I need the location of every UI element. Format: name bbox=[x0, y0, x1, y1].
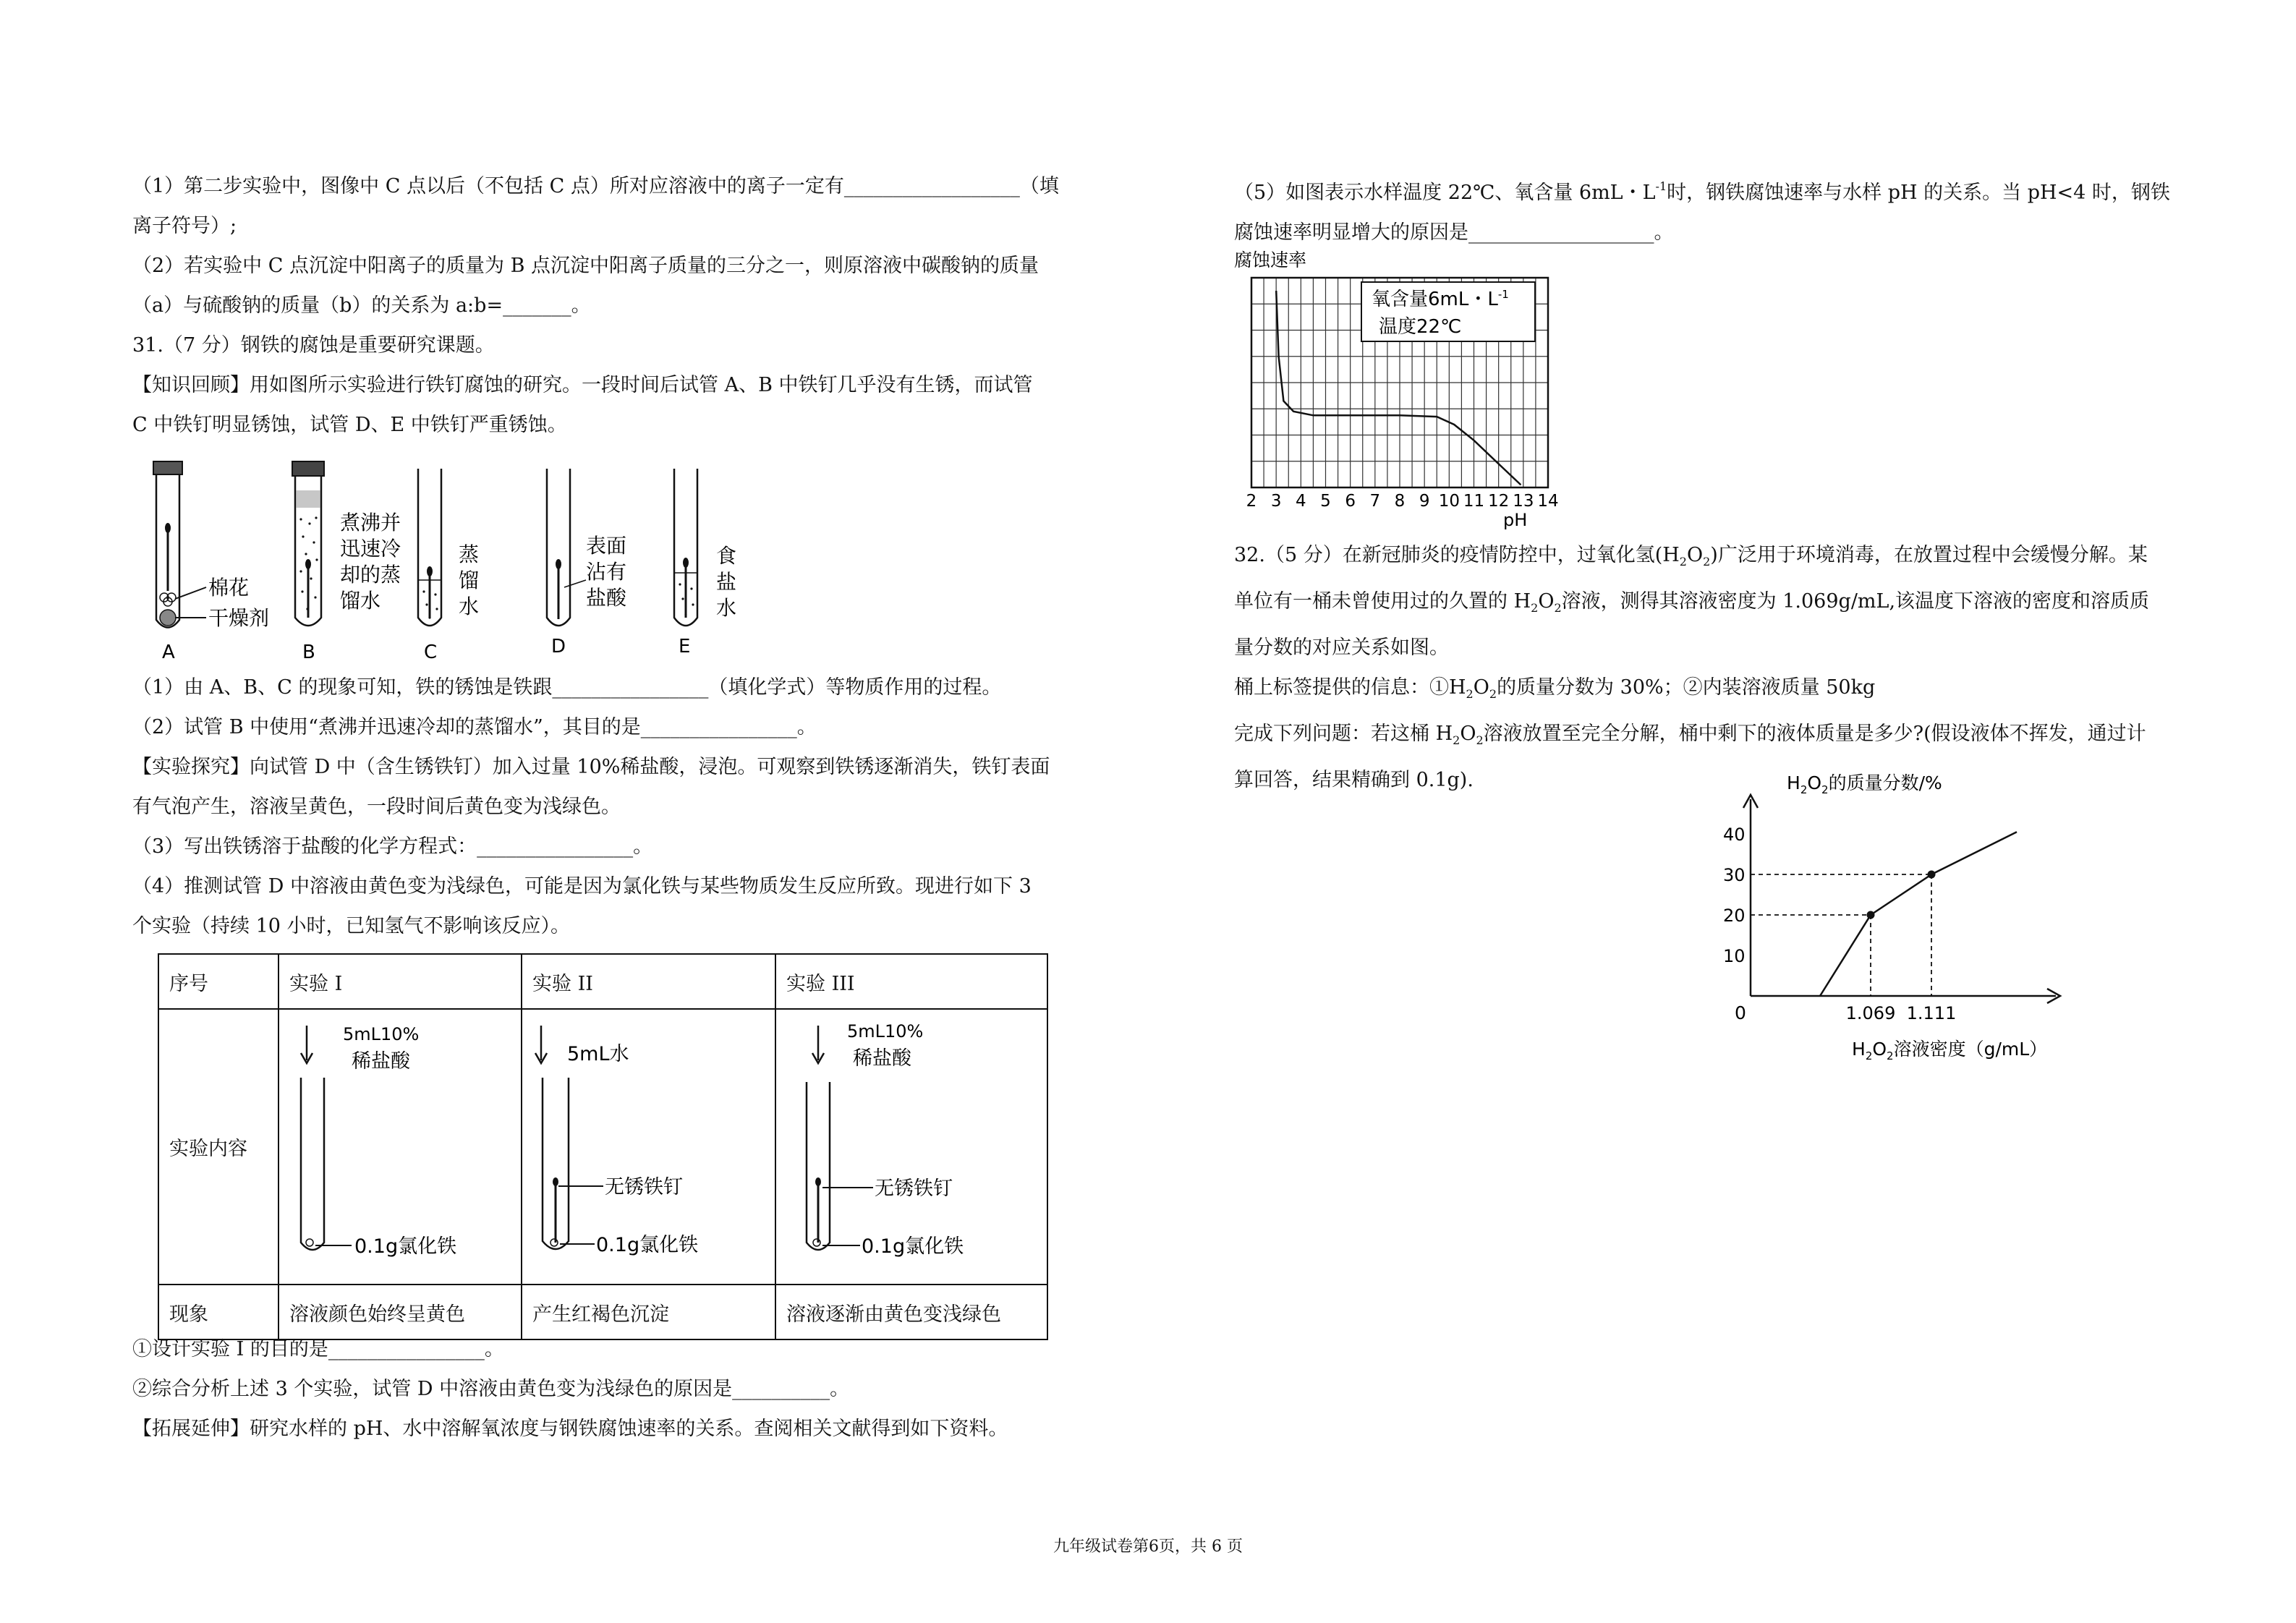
q32-l4a: 桶上标签提供的信息：①H bbox=[1234, 676, 1466, 699]
corrosion-x-tick-label: 7 bbox=[1369, 492, 1381, 511]
corrosion-x-tick-label: 6 bbox=[1345, 492, 1356, 511]
q32-line1 bbox=[1234, 535, 2182, 582]
tube-e-label-3: 水 bbox=[716, 596, 737, 620]
corrosion-x-tick-label: 10 bbox=[1438, 492, 1460, 511]
corrosion-x-tick-label: 5 bbox=[1320, 492, 1331, 511]
h2o2-y-tick-label: 10 bbox=[1723, 946, 1746, 966]
corrosion-x-tick-label: 3 bbox=[1270, 492, 1282, 511]
tube-e bbox=[674, 469, 736, 657]
q32-l2-sub1: 2 bbox=[1531, 601, 1539, 615]
corrosion-x-tick-label: 14 bbox=[1537, 492, 1559, 511]
table-header-row bbox=[158, 954, 1047, 1009]
q31-part2: （2）试管 B 中使用“煮沸并迅速冷却的蒸馏水”，其目的是________________。 bbox=[132, 716, 817, 738]
exp3-reagent-1: 5mL10% bbox=[847, 1021, 924, 1041]
tube-e-letter: E bbox=[679, 636, 691, 657]
q32-line3: 量分数的对应关系如图。 bbox=[1234, 636, 1449, 659]
q32-l2b: O bbox=[1538, 590, 1555, 613]
exp3-diagram bbox=[776, 1010, 1037, 1279]
tube-a bbox=[153, 461, 269, 663]
exp2-diagram-cell bbox=[522, 1009, 775, 1285]
header-number: 序号 bbox=[158, 954, 279, 1009]
q31-part4-line2: 个实验（持续 10 小时，已知氢气不影响该反应）。 bbox=[132, 915, 571, 937]
tube-b-label-4: 馏水 bbox=[340, 589, 381, 613]
exp2-diagram bbox=[522, 1010, 765, 1279]
q31-heading: 31.（7 分）钢铁的腐蚀是重要研究课题。 bbox=[132, 334, 495, 357]
tube-a-letter: A bbox=[162, 642, 175, 663]
q32-line5 bbox=[1234, 714, 2182, 760]
left-column bbox=[132, 166, 1066, 445]
corrosion-x-tick-label: 9 bbox=[1419, 492, 1430, 511]
h2o2-density-chart bbox=[1685, 763, 2105, 1067]
h2o2-x-tick-label: 1.069 bbox=[1845, 1003, 1896, 1023]
tube-d-label-3: 盐酸 bbox=[586, 586, 627, 610]
left-column-3 bbox=[132, 1329, 1066, 1449]
q5-text-b: 时，钢铁腐蚀速率与水样 pH 的关系。当 pH<4 时，钢铁 bbox=[1667, 182, 2170, 204]
tube-c-label-2: 馏 bbox=[459, 568, 480, 592]
tube-c-letter: C bbox=[424, 642, 438, 663]
right-column-2 bbox=[1234, 535, 2182, 800]
h2o2-y-ticks bbox=[1723, 825, 1746, 966]
exp2-nail: 无锈铁钉 bbox=[605, 1176, 683, 1198]
header-exp1: 实验 I bbox=[279, 954, 522, 1009]
corrosion-x-tick-label: 13 bbox=[1513, 492, 1534, 511]
q31-explore-line2: 有气泡产生，溶液呈黄色，一段时间后黄色变为浅绿色。 bbox=[132, 796, 621, 818]
exp2-solid: 0.1g氯化铁 bbox=[596, 1234, 699, 1256]
tube-b-label-3: 却的蒸 bbox=[340, 563, 401, 587]
tube-d-label-1: 表面 bbox=[586, 534, 627, 558]
q31-sub1: ①设计实验 I 的目的是________________。 bbox=[132, 1338, 504, 1360]
q32-l1-sub2: 2 bbox=[1703, 555, 1711, 568]
q31-part5-line1 bbox=[1234, 166, 2182, 213]
tube-c-label-3: 水 bbox=[459, 595, 480, 618]
q31-explore-line1: 【实验探究】向试管 D 中（含生锈铁钉）加入过量 10%稀盐酸，浸泡。可观察到铁锈逐渐消失，铁钉表面 bbox=[132, 756, 1050, 778]
exp1-solid: 0.1g氯化铁 bbox=[354, 1235, 457, 1258]
q31-part5-line2: 腐蚀速率明显增大的原因是___________________。 bbox=[1234, 221, 1674, 244]
header-exp2: 实验 II bbox=[522, 954, 775, 1009]
q31-extension: 【拓展延伸】研究水样的 pH、水中溶解氧浓度与钢铁腐蚀速率的关系。查阅相关文献得到如下资料。 bbox=[132, 1418, 1008, 1440]
h2o2-x-ticks bbox=[1846, 1003, 1957, 1023]
q32-l2a: 单位有一桶未曾使用过的久置的 H bbox=[1234, 590, 1531, 613]
h2o2-curve bbox=[1820, 832, 2017, 996]
q31-part4-line1: （4）推测试管 D 中溶液由黄色变为浅绿色，可能是因为氯化铁与某些物质发生反应所致。现进行如下 3 bbox=[132, 875, 1032, 898]
row-label-content: 实验内容 bbox=[158, 1009, 279, 1285]
phenomena-exp3: 溶液逐渐由黄色变浅绿色 bbox=[775, 1285, 1047, 1339]
exp1-diagram-cell bbox=[279, 1009, 522, 1285]
phenomena-exp2: 产生红褐色沉淀 bbox=[522, 1285, 775, 1339]
exp3-nail: 无锈铁钉 bbox=[875, 1177, 953, 1200]
tube-e-label-1: 食 bbox=[716, 544, 737, 568]
phenomena-exp1: 溶液颜色始终呈黄色 bbox=[279, 1285, 522, 1339]
q32-line6: 算回答，结果精确到 0.1g). bbox=[1234, 769, 1474, 791]
h2o2-xlabel: $H_2O_2$溶液密度（g/mL） bbox=[1852, 1039, 2048, 1062]
corrosion-x-tick-label: 2 bbox=[1246, 492, 1257, 511]
exp1-diagram bbox=[279, 1010, 511, 1279]
h2o2-y-tick-label: 30 bbox=[1723, 865, 1746, 885]
q32-l2-sub2: 2 bbox=[1554, 601, 1562, 615]
h2o2-ylabel: $H_2O_2$的质量分数/% bbox=[1787, 772, 1942, 796]
q32-l4c: 的质量分数为 30%；②内装溶液质量 50kg bbox=[1497, 676, 1876, 699]
q30-part1-line2: 离子符号）; bbox=[132, 215, 237, 237]
exp3-reagent-2: 稀盐酸 bbox=[853, 1047, 911, 1070]
q31-part3: （3）写出铁锈溶于盐酸的化学方程式：________________。 bbox=[132, 835, 653, 858]
h2o2-origin: 0 bbox=[1735, 1002, 1746, 1023]
tube-c bbox=[418, 469, 479, 663]
q31-sub2: ②综合分析上述 3 个实验，试管 D 中溶液由黄色变为浅绿色的原因是__________。 bbox=[132, 1378, 850, 1400]
tube-c-label-1: 蒸 bbox=[459, 542, 480, 566]
h2o2-y-tick-label: 40 bbox=[1723, 825, 1746, 845]
q32-line2 bbox=[1234, 582, 2182, 628]
q32-l4b: O bbox=[1473, 676, 1489, 699]
tube-e-label-2: 盐 bbox=[716, 570, 737, 594]
q30-part1-line1: （1）第二步实验中，图像中 C 点以后（不包括 C 点）所对应溶液中的离子一定有__________________（填 bbox=[132, 175, 1059, 197]
corrosion-x-tick-label: 12 bbox=[1488, 492, 1510, 511]
header-exp3: 实验 III bbox=[775, 954, 1047, 1009]
exp1-reagent-1: 5mL10% bbox=[343, 1024, 420, 1044]
left-column-2 bbox=[132, 668, 1066, 946]
corrosion-x-tick-label: 8 bbox=[1394, 492, 1406, 511]
corrosion-annotation-2: 温度22℃ bbox=[1379, 316, 1462, 338]
experiment-table bbox=[158, 953, 1048, 1340]
test-tubes-figure bbox=[137, 457, 774, 667]
q32-l1a: 32.（5 分）在新冠肺炎的疫情防控中，过氧化氢(H bbox=[1234, 544, 1680, 566]
q32-l2c: 溶液，测得其溶液密度为 1.069g/mL,该温度下溶液的密度和溶质质 bbox=[1561, 590, 2150, 613]
q32-l1-sub1: 2 bbox=[1679, 555, 1687, 568]
q32-l1c: )广泛用于环境消毒，在放置过程中会缓慢分解。某 bbox=[1710, 544, 2148, 566]
corrosion-annotation-1: 氧含量6mL・$L^{-1}$ bbox=[1372, 288, 1509, 310]
right-column bbox=[1234, 166, 2182, 252]
corrosion-xlabel: pH bbox=[1503, 510, 1528, 530]
corrosion-rate-chart bbox=[1230, 247, 1577, 537]
table-content-row bbox=[158, 1009, 1047, 1285]
row-label-phenomena: 现象 bbox=[158, 1285, 279, 1339]
exp3-solid: 0.1g氯化铁 bbox=[862, 1235, 964, 1258]
q32-l5b: O bbox=[1460, 723, 1476, 745]
tube-b bbox=[292, 461, 401, 663]
q5-unit-sup: -1 bbox=[1655, 179, 1667, 193]
tube-d-letter: D bbox=[551, 636, 566, 657]
q31-part1: （1）由 A、B、C 的现象可知，铁的锈蚀是铁跟________________（填化学式）等物质作用的过程。 bbox=[132, 676, 1002, 699]
tube-b-label-1: 煮沸并 bbox=[340, 511, 401, 534]
q5-text-a: （5）如图表示水样温度 22℃、氧含量 6mL・L bbox=[1234, 182, 1656, 204]
tube-d-label-2: 沾有 bbox=[586, 560, 627, 584]
corrosion-x-ticks bbox=[1246, 492, 1559, 511]
q30-part2-line1: （2）若实验中 C 点沉淀中阳离子的质量为 B 点沉淀中阳离子质量的三分之一，则原溶液中碳酸钠的质量 bbox=[132, 255, 1039, 277]
q31-review-line2: C 中铁钉明显锈蚀，试管 D、E 中铁钉严重锈蚀。 bbox=[132, 414, 567, 436]
tube-a-label-cotton: 棉花 bbox=[208, 576, 250, 600]
q32-l5-sub2: 2 bbox=[1476, 733, 1484, 747]
q32-l4-sub2: 2 bbox=[1489, 687, 1497, 701]
h2o2-y-tick-label: 20 bbox=[1723, 906, 1746, 926]
h2o2-data-point bbox=[1928, 871, 1936, 879]
q32-l5a: 完成下列问题：若这桶 H bbox=[1234, 723, 1453, 745]
exp2-reagent: 5mL水 bbox=[567, 1043, 629, 1065]
q32-l5-sub1: 2 bbox=[1453, 733, 1460, 747]
tube-b-letter: B bbox=[302, 642, 315, 663]
tube-b-label-2: 迅速冷 bbox=[340, 537, 401, 561]
h2o2-data-point bbox=[1867, 911, 1875, 919]
q32-l4-sub1: 2 bbox=[1466, 687, 1474, 701]
tube-a-label-desiccant: 干燥剂 bbox=[208, 606, 270, 630]
exp3-diagram-cell bbox=[775, 1009, 1047, 1285]
exp1-reagent-2: 稀盐酸 bbox=[352, 1050, 410, 1073]
corrosion-x-tick-label: 11 bbox=[1463, 492, 1485, 511]
q32-l5c: 溶液放置至完全分解，桶中剩下的液体质量是多少?(假设液体不挥发，通过计 bbox=[1483, 723, 2146, 745]
corrosion-x-tick-label: 4 bbox=[1296, 492, 1306, 511]
corrosion-ylabel: 腐蚀速率 bbox=[1234, 250, 1307, 270]
q32-line4 bbox=[1234, 668, 2182, 714]
tube-d bbox=[547, 469, 627, 657]
q32-l1b: O bbox=[1686, 544, 1704, 566]
h2o2-x-tick-label: 1.111 bbox=[1906, 1003, 1957, 1023]
page-footer: 九年级试卷第6页，共 6 页 bbox=[1053, 1538, 1243, 1556]
q30-part2-line2: （a）与硫酸钠的质量（b）的关系为 a:b=_______。 bbox=[132, 294, 591, 317]
q31-review-line1: 【知识回顾】用如图所示实验进行铁钉腐蚀的研究。一段时间后试管 A、B 中铁钉几乎没有生锈，而试管 bbox=[132, 374, 1033, 396]
